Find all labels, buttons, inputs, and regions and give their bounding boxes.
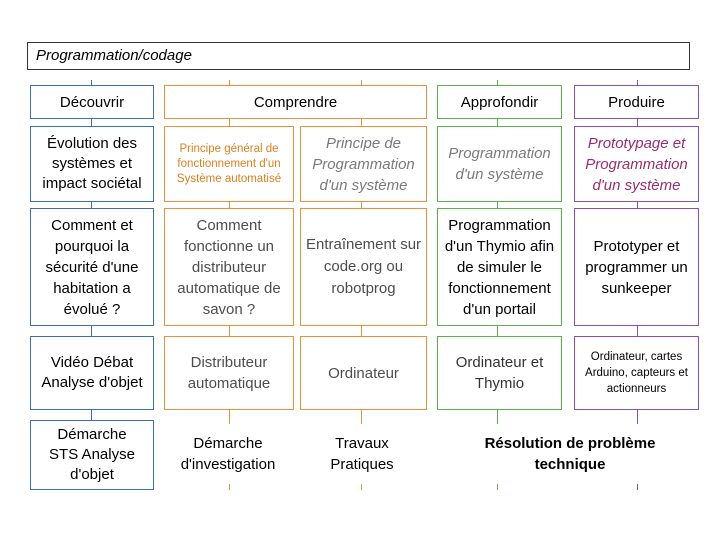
row2-produire-text: Prototyper et programmer un sunkeeper bbox=[585, 237, 688, 297]
header-produire bbox=[574, 85, 699, 119]
row1-comprendre-text-1: Principe général de fonctionnement d'un Système automatisé bbox=[176, 142, 282, 185]
row1-comprendre-cell-2 bbox=[300, 126, 427, 202]
row1-produire-cell bbox=[574, 126, 699, 202]
row3-decouvrir-text: Vidéo Débat Analyse d'objet bbox=[41, 354, 143, 391]
row2-decouvrir-cell bbox=[30, 208, 154, 326]
row2-approfondir-text: Programmation d'un Thymio afin de simuler le fonctionnement d'un portail bbox=[444, 216, 555, 318]
row3-comprendre-cell-1 bbox=[164, 336, 294, 410]
row1-decouvrir-cell bbox=[30, 126, 154, 202]
header-comprendre-label: Comprendre bbox=[253, 93, 338, 111]
row2-decouvrir-text: Comment et pourquoi la sécurité d'une habitation a évolué ? bbox=[45, 216, 139, 318]
header-comprendre bbox=[164, 85, 427, 119]
row3-approfondir-text: Ordinateur et Thymio bbox=[455, 354, 544, 392]
header-decouvrir-label: Découvrir bbox=[59, 93, 125, 111]
row2-comprendre-cell-1 bbox=[164, 208, 294, 326]
header-decouvrir bbox=[30, 85, 154, 119]
row4-comprendre-box-2 bbox=[310, 424, 414, 484]
row2-produire-cell bbox=[574, 208, 699, 326]
row3-comprendre-text-1: Distributeur automatique bbox=[187, 354, 271, 392]
row1-comprendre-text-2: Principe de Programmation d'un système bbox=[312, 134, 415, 194]
header-approfondir-label: Approfondir bbox=[460, 93, 539, 111]
row3-approfondir-cell bbox=[437, 336, 562, 410]
row3-decouvrir-cell bbox=[30, 336, 154, 410]
row2-comprendre-text-2: Entraînement sur code.org ou robotprog bbox=[305, 236, 422, 297]
diagram-title: Programmation/codage bbox=[27, 42, 690, 70]
row2-comprendre-text-1: Comment fonctionne un distributeur automatique de savon ? bbox=[177, 216, 281, 318]
header-approfondir bbox=[437, 85, 562, 119]
row4-comprendre-box-1 bbox=[168, 424, 288, 484]
row1-produire-text: Prototypage et Programmation d'un système bbox=[585, 134, 688, 194]
row3-comprendre-cell-2 bbox=[300, 336, 427, 410]
row4-approfondir-produire-text: Résolution de problème technique bbox=[484, 435, 656, 473]
row3-comprendre-text-2: Ordinateur bbox=[328, 364, 399, 382]
row2-comprendre-cell-2 bbox=[300, 208, 427, 326]
row1-approfondir-text: Programmation d'un système bbox=[448, 145, 551, 183]
row2-approfondir-cell bbox=[437, 208, 562, 326]
row4-approfondir-produire-box bbox=[470, 424, 670, 484]
row4-comprendre-text-1: Démarche d'investigation bbox=[180, 435, 276, 473]
row4-decouvrir-cell bbox=[30, 420, 154, 490]
row4-decouvrir-text: Démarche STS Analyse d'objet bbox=[49, 426, 135, 483]
row1-comprendre-cell-1 bbox=[164, 126, 294, 202]
row3-produire-text: Ordinateur, cartes Arduino, capteurs et actionneurs bbox=[585, 351, 688, 395]
row1-approfondir-cell bbox=[437, 126, 562, 202]
header-produire-label: Produire bbox=[608, 93, 665, 111]
row1-decouvrir-text: Évolution des systèmes et impact sociétal bbox=[42, 135, 142, 192]
row3-produire-cell bbox=[574, 336, 699, 410]
row4-comprendre-text-2: Travaux Pratiques bbox=[330, 435, 394, 473]
